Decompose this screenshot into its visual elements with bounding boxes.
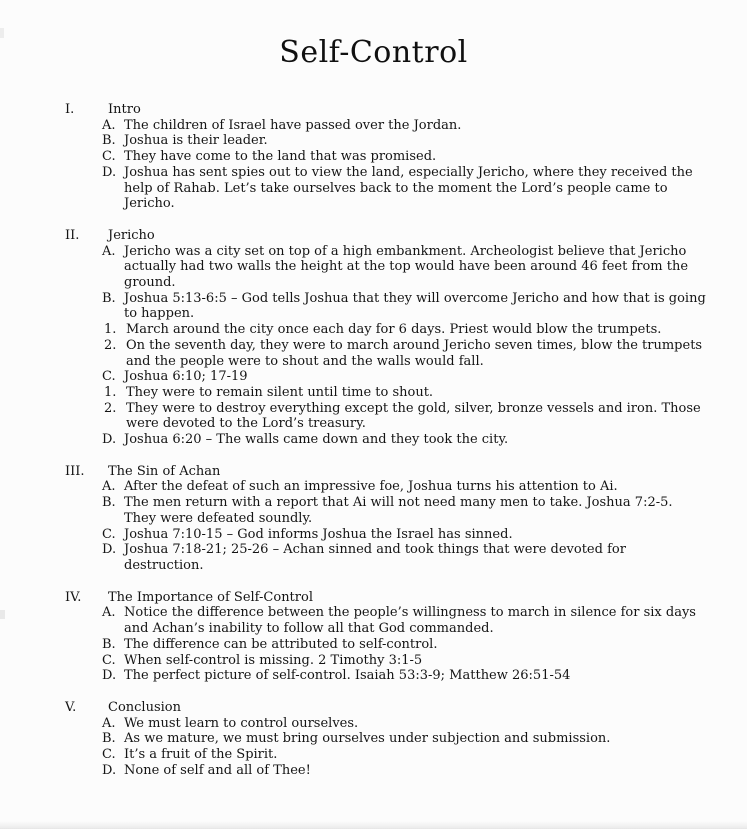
subitem-label: 1. — [104, 384, 117, 400]
outline-item — [102, 369, 707, 385]
section-numeral: II. — [65, 227, 80, 243]
item-text: The difference can be attributed to self-control. — [124, 636, 438, 652]
outline-item — [102, 763, 707, 779]
outline-subitem — [104, 338, 707, 369]
item-label: B. — [102, 636, 116, 652]
sermon-outline — [65, 102, 707, 778]
subitem-text: On the seventh day, they were to march around Jericho seven times, blow the trumpets and the people were to shout and the walls would fall. — [126, 337, 703, 369]
outline-item — [102, 149, 707, 165]
item-text: None of self and all of Thee! — [124, 762, 311, 778]
document-title: Self-Control — [279, 35, 468, 70]
outline-item — [102, 432, 707, 448]
subitem-text: They were to remain silent until time to shout. — [126, 384, 434, 400]
item-text: Joshua 7:10-15 – God informs Joshua the Israel has sinned. — [124, 526, 513, 542]
subitem-label: 2. — [104, 400, 117, 416]
outline-item — [102, 637, 707, 653]
section-numeral: I. — [65, 102, 75, 117]
item-text: The perfect picture of self-control. Isaiah 53:3-9; Matthew 26:51-54 — [124, 668, 571, 684]
outline-section-sin-of-achan — [65, 464, 707, 574]
item-text: After the defeat of such an impressive foe, Joshua turns his attention to Ai. — [124, 479, 618, 495]
outline-item — [102, 731, 707, 747]
section-heading: The Sin of Achan — [108, 463, 221, 479]
section-numeral: III. — [65, 463, 85, 479]
outline-item — [102, 479, 707, 495]
item-label: A. — [102, 605, 116, 621]
item-label: D. — [102, 668, 117, 684]
item-text: Joshua 5:13-6:5 – God tells Joshua that they will overcome Jericho and how that is going to happen. — [124, 290, 706, 322]
item-label: C. — [102, 149, 116, 165]
item-text: The children of Israel have passed over the Jordan. — [124, 117, 462, 133]
outline-item — [102, 747, 707, 763]
item-text: It’s a fruit of the Spirit. — [124, 747, 278, 763]
scan-artifact — [0, 610, 5, 619]
section-heading: Jericho — [108, 227, 155, 243]
item-label: C. — [102, 652, 116, 668]
item-label: A. — [102, 243, 116, 259]
item-label: D. — [102, 164, 117, 180]
item-text: Jericho was a city set on top of a high embankment. Archeologist believe that Jericho actually had two walls the height at the top would have been around 46 feet from the ground. — [124, 243, 689, 291]
item-text: Joshua 6:10; 17-19 — [124, 369, 248, 385]
subitem-text: They were to destroy everything except the gold, silver, bronze vessels and iron. Those were devoted to the Lord’s treasury. — [126, 400, 701, 432]
item-text: As we mature, we must bring ourselves under subjection and submission. — [124, 731, 611, 747]
outline-section-conclusion — [65, 700, 707, 779]
item-label: D. — [102, 762, 117, 778]
outline-subitem — [104, 322, 707, 338]
item-text: Joshua is their leader. — [124, 133, 268, 149]
item-label: B. — [102, 133, 116, 149]
item-label: D. — [102, 432, 117, 448]
outline-item — [102, 495, 707, 526]
item-text: We must learn to control ourselves. — [124, 715, 359, 731]
outline-item — [102, 605, 707, 636]
item-label: D. — [102, 542, 117, 558]
section-numeral: IV. — [65, 589, 82, 605]
item-text: Joshua 6:20 – The walls came down and they took the city. — [124, 432, 509, 448]
item-text: The men return with a report that Ai will not need many men to take. Joshua 7:2-5. They were defeated soundly. — [124, 495, 673, 526]
item-label: C. — [102, 369, 116, 385]
item-text: When self-control is missing. 2 Timothy 3:1-5 — [124, 652, 423, 668]
outline-item — [102, 716, 707, 732]
item-label: C. — [102, 747, 116, 763]
outline-item — [102, 118, 707, 134]
outline-section-intro — [65, 102, 707, 212]
item-text: Notice the difference between the people’s willingness to march in silence for six days and Achan’s inability to follow all that God commanded. — [124, 605, 696, 637]
section-heading: The Importance of Self-Control — [108, 589, 313, 605]
outline-item — [102, 542, 707, 573]
outline-section-jericho — [65, 228, 707, 448]
outline-item — [102, 244, 707, 291]
outline-subitem — [104, 385, 707, 401]
outline-item — [102, 653, 707, 669]
section-heading: Conclusion — [108, 699, 181, 715]
item-text: Joshua has sent spies out to view the land, especially Jericho, where they received the help of Rahab. Let’s take ourselves back to the moment the Lord’s people came to Jericho. — [124, 164, 693, 212]
subitem-label: 2. — [104, 337, 117, 353]
subitem-text: March around the city once each day for 6 days. Priest would blow the trumpets. — [126, 322, 662, 338]
item-label: B. — [102, 731, 116, 747]
item-label: B. — [102, 290, 116, 306]
item-label: B. — [102, 495, 116, 511]
outline-item — [102, 291, 707, 322]
section-heading: Intro — [108, 102, 141, 117]
item-label: C. — [102, 526, 116, 542]
item-label: A. — [102, 715, 116, 731]
outline-item — [102, 668, 707, 684]
outline-item — [102, 133, 707, 149]
item-label: A. — [102, 117, 116, 133]
scan-edge-shadow — [0, 821, 747, 829]
scan-artifact — [0, 28, 4, 38]
item-text: They have come to the land that was promised. — [124, 149, 437, 165]
item-label: A. — [102, 479, 116, 495]
section-numeral: V. — [65, 699, 77, 715]
outline-item — [102, 527, 707, 543]
item-text: Joshua 7:18-21; 25-26 – Achan sinned and took things that were devoted for destruction. — [124, 542, 626, 573]
outline-subitem — [104, 401, 707, 432]
subitem-label: 1. — [104, 322, 117, 338]
outline-section-importance-of-self-control — [65, 590, 707, 684]
outline-item — [102, 165, 707, 212]
